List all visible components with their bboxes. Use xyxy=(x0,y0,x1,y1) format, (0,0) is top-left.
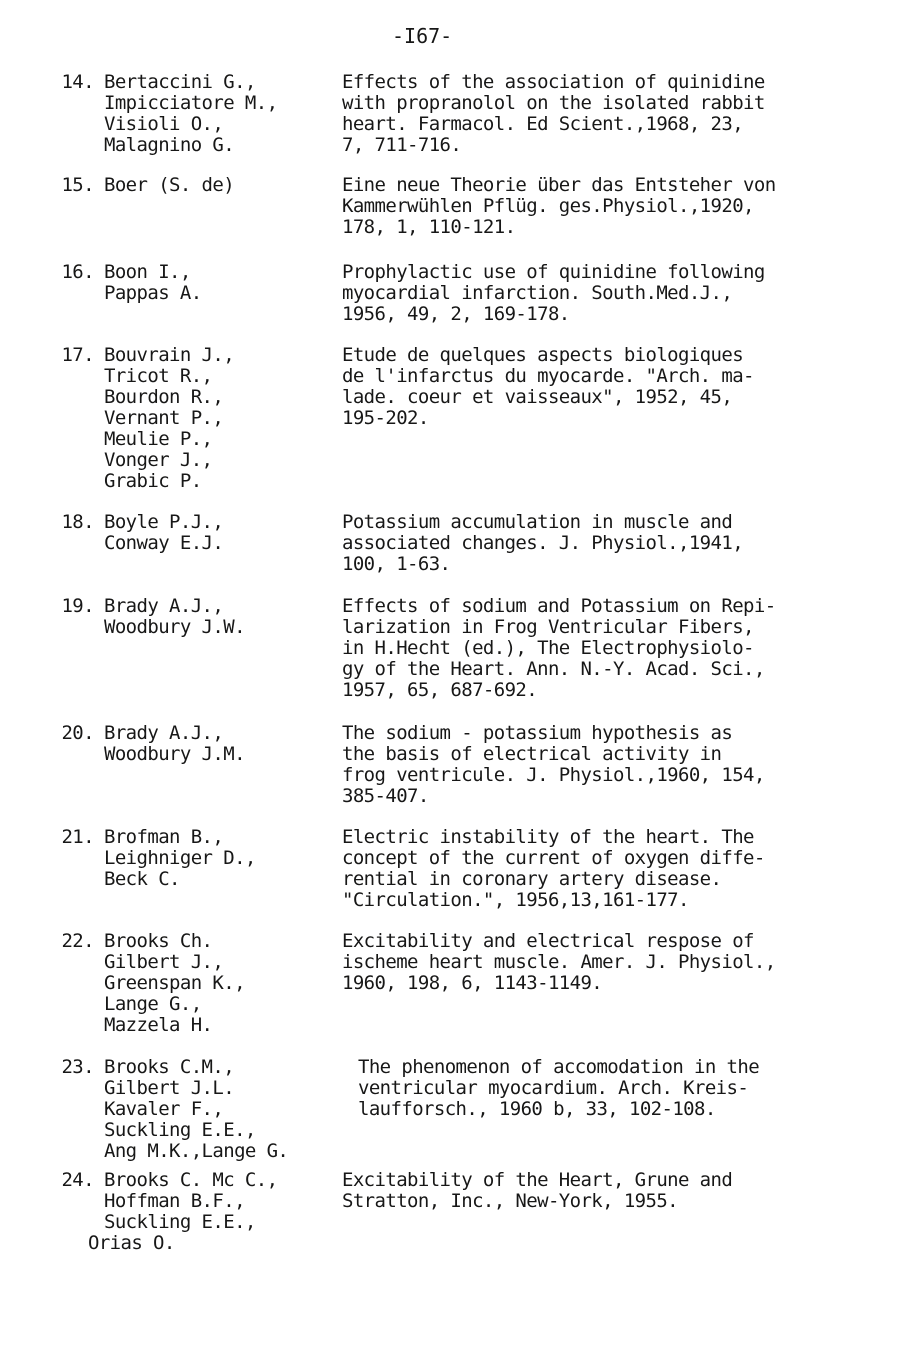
author-name: Brady A.J., xyxy=(104,722,224,744)
entry-number: 16. xyxy=(61,261,94,283)
author-name: Bourdon R., xyxy=(104,386,224,408)
author-name: Ang M.K.,Lange G. xyxy=(104,1140,289,1162)
entry-authors xyxy=(104,512,223,554)
reference-line: 7, 711-716. xyxy=(342,134,462,156)
author-name: Brooks C.M., xyxy=(104,1056,235,1078)
reference-line: ischeme heart muscle. Amer. J. Physiol., xyxy=(342,951,776,973)
entry-number: 20. xyxy=(61,722,94,744)
entry-authors xyxy=(104,723,245,765)
reference-line: Excitability of the Heart, Grune and xyxy=(342,1169,733,1191)
author-name: Boyle P.J., xyxy=(104,511,224,533)
reference-line: in H.Hecht (ed.), The Electrophysiolo- xyxy=(342,637,754,659)
author-name: Pappas A. xyxy=(104,282,202,304)
author-name: Bertaccini G., xyxy=(104,71,256,93)
author-name: Boer (S. de) xyxy=(104,174,235,196)
reference-line: the basis of electrical activity in xyxy=(342,743,722,765)
author-name: Woodbury J.M. xyxy=(104,743,245,765)
author-name: Malagnino G. xyxy=(104,134,235,156)
author-name: Gilbert J.L. xyxy=(104,1077,235,1099)
entry-reference xyxy=(342,262,872,325)
reference-line: 178, 1, 110-121. xyxy=(342,216,516,238)
entry-authors xyxy=(104,596,245,638)
reference-line: frog ventricule. J. Physiol.,1960, 154, xyxy=(342,764,765,786)
page-number: -I67- xyxy=(392,24,453,48)
reference-line: laufforsch., 1960 b, 33, 102-108. xyxy=(358,1098,716,1120)
entry-number: 17. xyxy=(61,344,94,366)
entry-reference xyxy=(342,1170,872,1212)
reference-line: Kammerwühlen Pflüg. ges.Physiol.,1920, xyxy=(342,195,754,217)
author-name: Orias O. xyxy=(88,1232,175,1254)
author-name: Beck C. xyxy=(104,868,180,890)
reference-line: Etude de quelques aspects biologiques xyxy=(342,344,744,366)
reference-line: rential in coronary artery disease. xyxy=(342,868,722,890)
author-name: Suckling E.E., xyxy=(104,1119,256,1141)
entry-authors xyxy=(104,931,245,1036)
author-name: Lange G., xyxy=(104,993,202,1015)
reference-line: Effects of the association of quinidine xyxy=(342,71,765,93)
entry-number: 24. xyxy=(61,1169,94,1191)
reference-line: 100, 1-63. xyxy=(342,553,451,575)
reference-line: with propranolol on the isolated rabbit xyxy=(342,92,765,114)
entry-reference xyxy=(342,345,872,429)
reference-line: larization in Frog Ventricular Fibers, xyxy=(342,616,754,638)
author-name: Brooks Ch. xyxy=(104,930,213,952)
reference-line: Prophylactic use of quinidine following xyxy=(342,261,765,283)
entry-authors xyxy=(104,1057,288,1162)
author-name: Greenspan K., xyxy=(104,972,245,994)
author-name: Tricot R., xyxy=(104,365,213,387)
entry-reference xyxy=(342,723,872,807)
reference-line: 1956, 49, 2, 169-178. xyxy=(342,303,570,325)
reference-line: 1957, 65, 687-692. xyxy=(342,679,538,701)
author-name: Boon I., xyxy=(104,261,191,283)
entry-number: 19. xyxy=(61,595,94,617)
author-name: Kavaler F., xyxy=(104,1098,224,1120)
author-name: Brooks C. Mc C., xyxy=(104,1169,278,1191)
reference-line: gy of the Heart. Ann. N.-Y. Acad. Sci., xyxy=(342,658,765,680)
reference-line: Effects of sodium and Potassium on Repi- xyxy=(342,595,776,617)
reference-line: Stratton, Inc., New-York, 1955. xyxy=(342,1190,679,1212)
author-name: Gilbert J., xyxy=(104,951,224,973)
reference-line: 1960, 198, 6, 1143-1149. xyxy=(342,972,603,994)
entry-authors xyxy=(104,175,234,196)
author-name: Meulie P., xyxy=(104,428,213,450)
reference-line: associated changes. J. Physiol.,1941, xyxy=(342,532,744,554)
entry-reference xyxy=(342,175,872,238)
reference-line: The phenomenon of accomodation in the xyxy=(358,1056,760,1078)
author-name: Conway E.J. xyxy=(104,532,224,554)
reference-line: Eine neue Theorie über das Entsteher von xyxy=(342,174,776,196)
reference-line: heart. Farmacol. Ed Scient.,1968, 23, xyxy=(342,113,744,135)
entry-authors xyxy=(104,72,277,156)
author-name: Woodbury J.W. xyxy=(104,616,245,638)
author-name: Brofman B., xyxy=(104,826,224,848)
reference-line: 385-407. xyxy=(342,785,429,807)
author-name: Impicciatore M., xyxy=(104,92,278,114)
entry-reference xyxy=(342,512,872,575)
entry-authors xyxy=(88,1169,278,1254)
author-name: Visioli O., xyxy=(104,113,224,135)
entry-number: 14. xyxy=(61,71,94,93)
entry-number: 23. xyxy=(61,1056,94,1078)
reference-line: concept of the current of oxygen diffe- xyxy=(342,847,765,869)
reference-line: myocardial infarction. South.Med.J., xyxy=(342,282,733,304)
entry-reference xyxy=(342,931,872,994)
entry-authors xyxy=(104,827,256,890)
author-name: Hoffman B.F., xyxy=(104,1190,245,1212)
reference-line: "Circulation.", 1956,13,161-177. xyxy=(342,889,689,911)
author-name: Suckling E.E., xyxy=(104,1211,256,1233)
reference-line: The sodium - potassium hypothesis as xyxy=(342,722,733,744)
author-name: Vernant P., xyxy=(104,407,224,429)
author-name: Grabic P. xyxy=(104,470,202,492)
reference-line: Potassium accumulation in muscle and xyxy=(342,511,733,533)
reference-line: Electric instability of the heart. The xyxy=(342,826,754,848)
entry-number: 15. xyxy=(61,174,94,196)
entry-number: 22. xyxy=(61,930,94,952)
entry-reference xyxy=(342,596,872,701)
author-name: Vonger J., xyxy=(104,449,213,471)
author-name: Bouvrain J., xyxy=(104,344,235,366)
entry-reference xyxy=(342,827,872,911)
entry-authors xyxy=(104,262,202,304)
author-name: Mazzela H. xyxy=(104,1014,213,1036)
entry-number: 21. xyxy=(61,826,94,848)
author-name: Brady A.J., xyxy=(104,595,224,617)
entry-reference xyxy=(358,1057,888,1120)
reference-line: ventricular myocardium. Arch. Kreis- xyxy=(358,1077,749,1099)
reference-line: lade. coeur et vaisseaux", 1952, 45, xyxy=(342,386,733,408)
reference-line: de l'infarctus du myocarde. "Arch. ma- xyxy=(342,365,754,387)
entry-authors xyxy=(104,345,234,492)
entry-reference xyxy=(342,72,872,156)
author-name: Leighniger D., xyxy=(104,847,256,869)
reference-line: 195-202. xyxy=(342,407,429,429)
reference-line: Excitability and electrical respose of xyxy=(342,930,754,952)
entry-number: 18. xyxy=(61,511,94,533)
